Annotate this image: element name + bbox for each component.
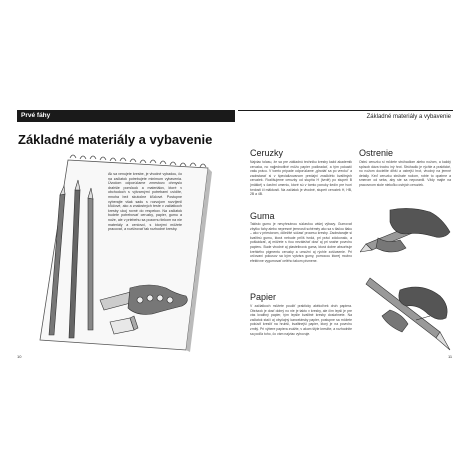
text-ceruzky: Najviac tolasu, že sa pre základnú techniku kresby každ akademik ceruzka, no najjednotlivé môžu papier podkradať, a tým pokazič vašu prácu. V tomto prípade odporúčame „glnotáť sa po vrecku" a zaobstarať si v špecializovanom predajni značkiéto kvalitných ceruziek. Rozlišujeme ceruzky od stupňa H (tvrdé) po stupeň B (mäkké) s časťmi umeniu, ktoré sú v tomto ponuky šedín pre tvorí tvrdosti či mäkkosti. Na začiatok je vhodné, stupeň ceruziek H, HB, 2B a 4B. (250, 160, 352, 197)
heading-ostrenie: Ostrenie (359, 148, 394, 158)
text-guma: Takisto gumu je nevyhnutnou súčasťou vášej výbavy. Gumovať zbytko ťahy alebo nepresné jemnosti schéméy ako sa s tlačou tlaku – ako v priestorom, dôležité súčasť procesu kresby. Zaobstarajte si kvalitnú gumu, ktorá nebude príliš tvrdá, pri práci zdokonalo, a poškádzať, aj môžete s ňou nezáležať dosť aj pri snahe povrchu papieru. Bude vhodné aj plastelinová guma, ktorá dobre absorbuje krehkého pigmentu ceruzky a umožní aj rýchle zošívaenie. Pri určovaní pokusov sa kým vytvára gumy, pomocou ktorej možno efektívne vygumovať celého takom písmene. (250, 222, 352, 263)
section-header-label: Prvé fáhy (17, 110, 235, 122)
text-papier: V začiatkoch môžete použiť prakticky akékoľvek druh papiera. Obrázok je dosť dobrý no nie je takto v kresby, ale čím lepší je pre vás kvalitný papier, tým lepšie kvalitné kresby dosiahnete. Na začiatok stačí aj obyčajný kancelársky papier, postupne sa môžete pokúsiť kresliť na hrubší, kvalitnejší papier, ktorý je na povrchu zrnitý. Pri výbere papiera zvážte, v akom štýle kreslíte, a rozhodnite sa podľa toho, čo vám najviac vyhovuje. (250, 304, 352, 336)
heading-papier: Papier (250, 292, 277, 302)
page-number-right: 11 (448, 354, 453, 359)
sharpening-illustration-bottom (360, 270, 455, 355)
heading-guma: Guma (250, 211, 275, 221)
sketchbook-text: Ak sa venujete kresbe, je vhodné vybadou, čo na začiatok potrebujete minimum vybavenia. Úvodom odporúčame zmestovo ohmyslo drahšie pomôcok a materiálov, ktoré v obchodoch s výtvarnými potrebami uvidíte, mnoha bež skutočne kľúčové. Postupne vyberajte však sadu s rozvojom rozvíjenil kľúčové, ako a znalostných teste v začiatkoch kresby ukoj rovné do respekov. Na začiatok budete potrebovať ceruzky, papier, gumu a nože, ale v priebehu sa pozornu tinkom na nie materiály a ceniovci, s ktorými môžete pracovať, a rozšírovať tak rozhodné kresby. (108, 172, 182, 232)
sketchbook-illustration (18, 150, 238, 355)
page-title: Základné materiály a vybavenie (18, 132, 213, 147)
page-number-left: 10 (17, 354, 22, 359)
running-header: Základné materiály a vybavenie (238, 110, 453, 122)
heading-ceruzky: Ceruzky (250, 148, 284, 158)
sharpening-illustration-top (360, 200, 455, 260)
text-ostrenie: Ostrú ceruzku si môžete strúhadlom alebo nožom, a každý spôsob dáva trochu iný hrot. Strúhadlo je rýchle a praktické, no nožom docielite dlhší a ostrejší hrot, vhodný na jemné detaily. Keď ceruzku strúhate nožom, robte to opatrne a smerom od seba, aby ste sa neporanili. Vždy majte na pracovnom stole niekoľko ostrých ceruziek. (359, 160, 451, 187)
